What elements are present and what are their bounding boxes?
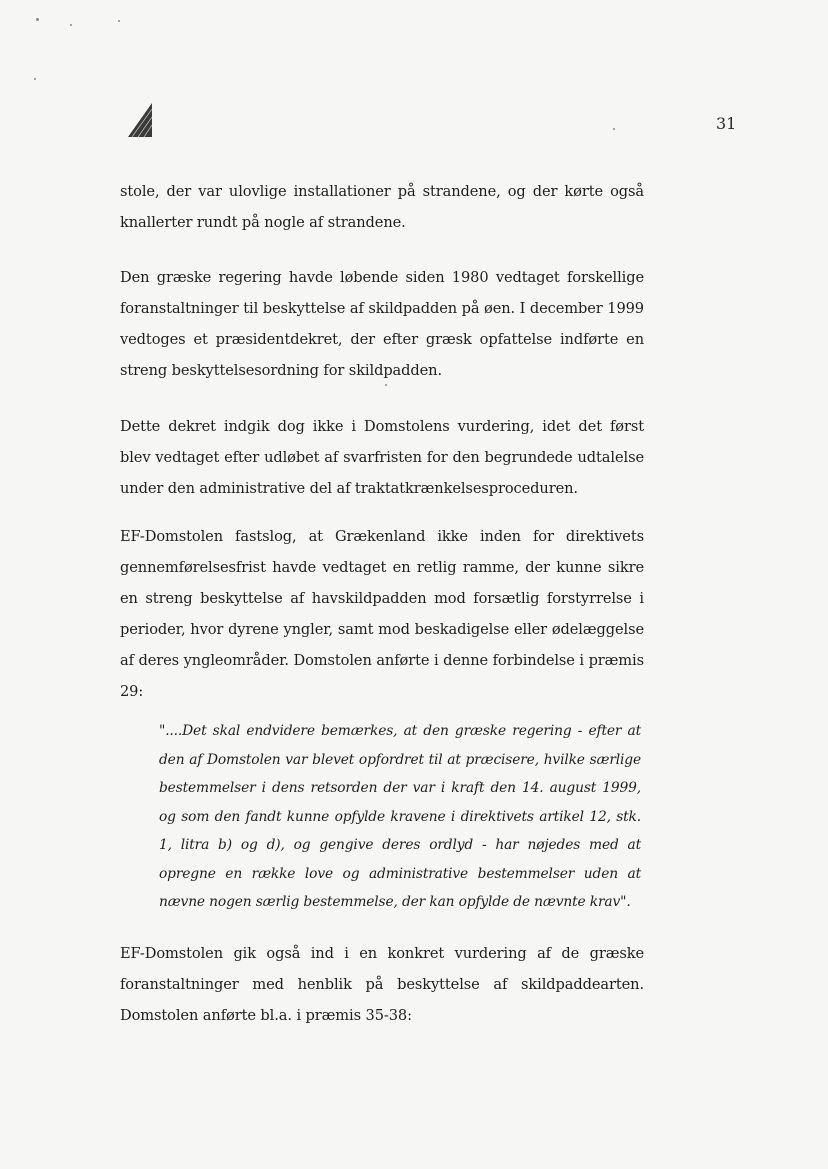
scan-speck — [36, 18, 39, 21]
quoted-premise: "....Det skal endvidere bemærkes, at den græske regering - efter at den af Domstolen var blevet opfordret til at præcisere, hvilke særlige bestemmelser i dens retsorden der var i kraft den 14. august 1999, og som den fandt kunne opfylde kravene i direktivets artikel 12, stk. 1, litra b) og d), og gengive deres ordlyd - har nøjedes med at opregne en række love og administrative bestemmelser uden at nævne nogen særlig bestemmelse, der kan opfylde de nævnte krav". — [159, 723, 641, 910]
paragraph-closing: EF-Domstolen gik også ind i en konkret vurdering af de græske foranstaltninger med henblik på beskyttelse af skildpaddearten. Domstolen anførte bl.a. i præmis 35-38: — [120, 945, 644, 1024]
scan-speck — [34, 78, 36, 80]
scan-speck — [70, 24, 72, 26]
scan-speck — [385, 384, 387, 386]
scan-speck — [613, 128, 615, 130]
paragraph-3: Dette dekret indgik dog ikke i Domstolens vurdering, idet det først blev vedtaget efter udløbet af svarfristen for den begrundede udtalelse under den administrative del af traktatkrænkelsesproceduren. — [120, 418, 644, 497]
scan-speck — [118, 20, 120, 22]
paragraph-2: Den græske regering havde løbende siden 1980 vedtaget forskellige foranstaltninger til beskyttelse af skildpadden på øen. I december 1999 vedtoges et præsidentdekret, der efter græsk opfattelse indførte en streng beskyttelsesordning for skildpadden. — [120, 269, 644, 379]
page-number: 31 — [716, 114, 737, 133]
paragraph-4: EF-Domstolen fastslog, at Grækenland ikke inden for direktivets gennemførelsesfrist havde vedtaget en retlig ramme, der kunne sikre en streng beskyttelse af havskildpadden mod forsætlig forstyrrelse i perioder, hvor dyrene yngler, samt mod beskadigelse eller ødelæggelse af deres yngleområder. Domstolen anførte i denne forbindelse i præmis 29: — [120, 528, 644, 700]
paragraph-1: stole, der var ulovlige installationer på strandene, og der kørte også knallerter rundt på nogle af strandene. — [120, 183, 644, 231]
triangle-logo-icon — [128, 103, 154, 137]
